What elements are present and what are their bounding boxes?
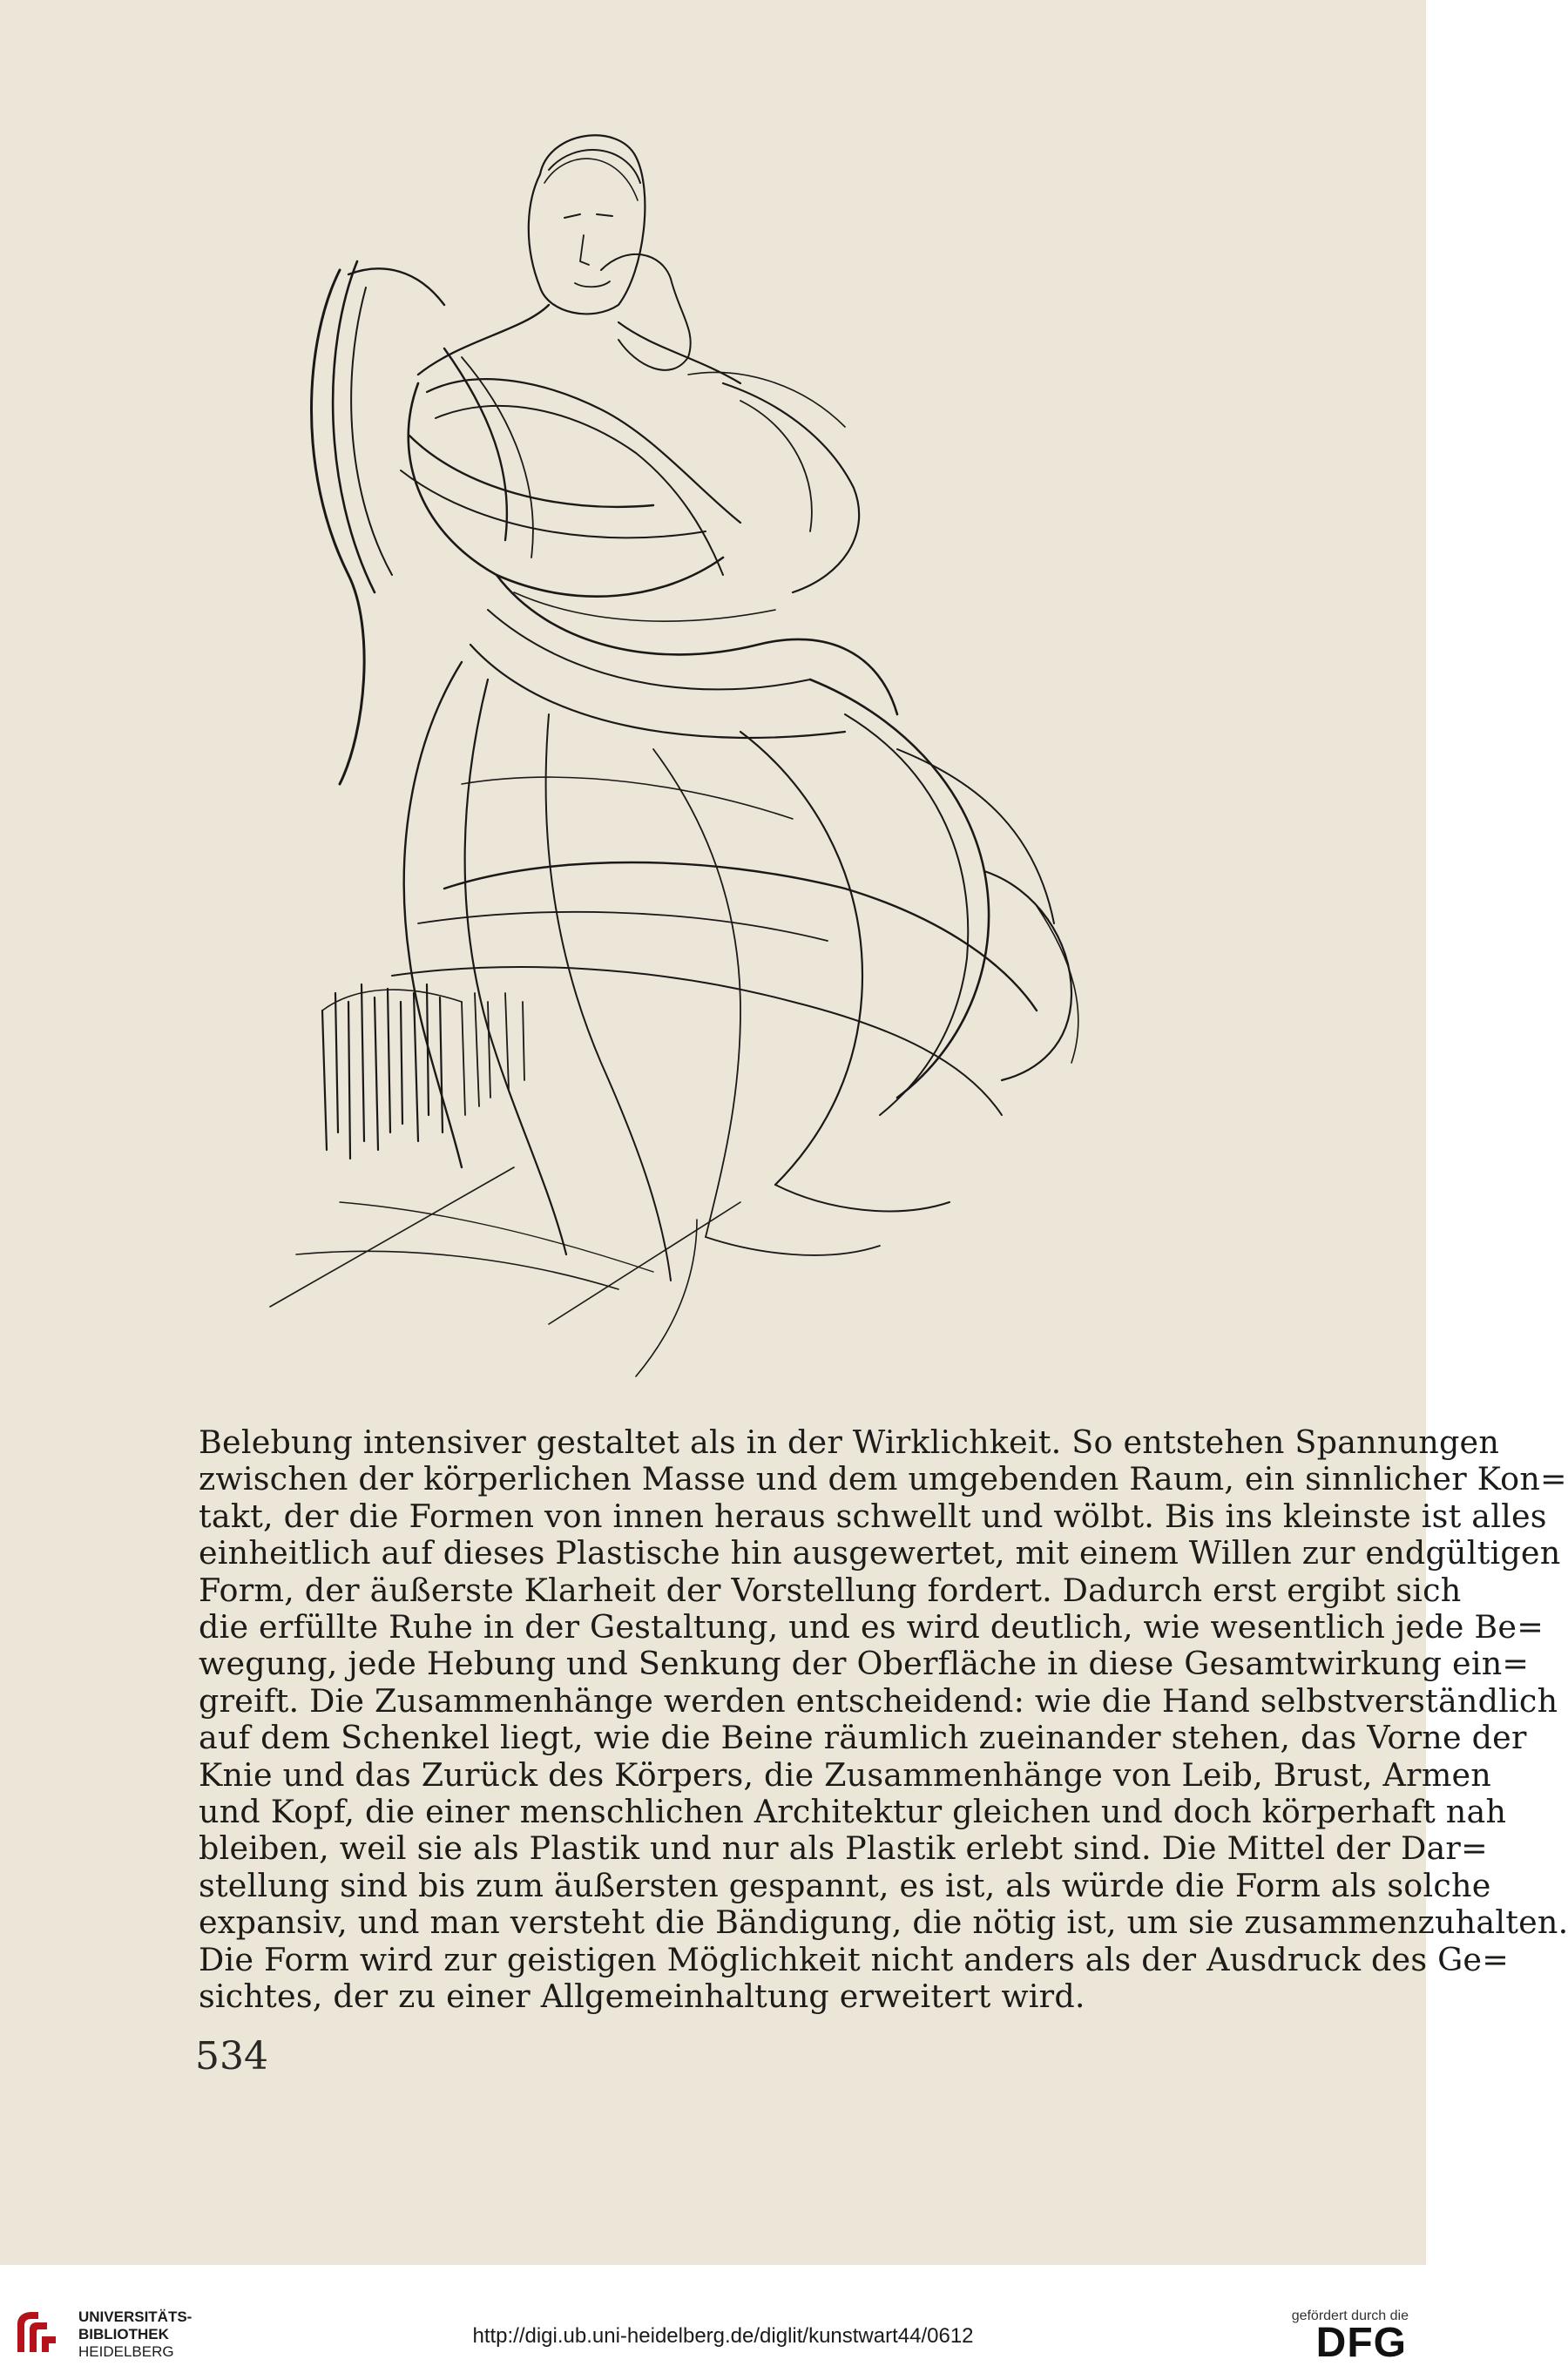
text-line: bleiben, weil sie als Plastik und nur als Plastik erlebt sind. Die Mittel der Dar= (199, 1829, 1488, 1868)
text-line: expansiv, und man versteht die Bändigung, die nötig ist, um sie zusammenzuhalten. (199, 1903, 1568, 1942)
text-line: einheitlich auf dieses Plastische hin ausgewertet, mit einem Willen zur endgültigen (199, 1534, 1561, 1572)
text-line: stellung sind bis zum äußersten gespannt, es ist, als würde die Form als solche (199, 1866, 1491, 1904)
page-number: 534 (195, 2034, 268, 2079)
text-line: wegung, jede Hebung und Senkung der Oberfläche in diese Gesamtwirkung ein= (199, 1645, 1530, 1683)
dfg-logo: DFG (1315, 2320, 1407, 2366)
library-line: UNIVERSITÄTS- (78, 2309, 193, 2325)
text-line: sichtes, der zu einer Allgemeinhaltung erweitert wird. (199, 1977, 1085, 2016)
funding-label: gefördert durch die (1291, 2309, 1409, 2323)
permalink-url[interactable]: http://digi.ub.uni-heidelberg.de/diglit/kunstwart44/0612 (472, 2324, 974, 2348)
text-line: die erfüllte Ruhe in der Gestaltung, und es wird deutlich, wie wesentlich jede Be= (199, 1608, 1544, 1646)
seated-woman-sketch (287, 122, 1246, 1394)
text-line: Knie und das Zurück des Körpers, die Zusammenhänge von Leib, Brust, Armen (199, 1755, 1492, 1794)
text-line: Die Form wird zur geistigen Möglichkeit nicht anders als der Ausdruck des Ge= (199, 1940, 1510, 1978)
text-line: auf dem Schenkel liegt, wie die Beine räumlich zueinander stehen, das Vorne der (199, 1719, 1527, 1757)
text-line: takt, der die Formen von innen heraus schwellt und wölbt. Bis ins kleinste ist alles (199, 1497, 1547, 1535)
library-line: BIBLIOTHEK (78, 2326, 169, 2342)
text-line: Form, der äußerste Klarheit der Vorstellung fordert. Dadurch erst ergibt sich (199, 1571, 1462, 1609)
text-line: Belebung intensiver gestaltet als in der Wirklichkeit. So entstehen Spannungen (199, 1423, 1500, 1461)
library-line: HEIDELBERG (78, 2343, 174, 2360)
text-line: zwischen der körperlichen Masse und dem umgebenden Raum, ein sinnlicher Kon= (199, 1460, 1567, 1498)
text-line: greift. Die Zusammenhänge werden entscheidend: wie die Hand selbstverständlich (199, 1681, 1558, 1720)
university-library-logo-icon (12, 2309, 64, 2357)
text-line: und Kopf, die einer menschlichen Architektur gleichen und doch körperhaft nah (199, 1793, 1507, 1831)
body-text (199, 1423, 1568, 2016)
library-name (78, 2309, 192, 2361)
